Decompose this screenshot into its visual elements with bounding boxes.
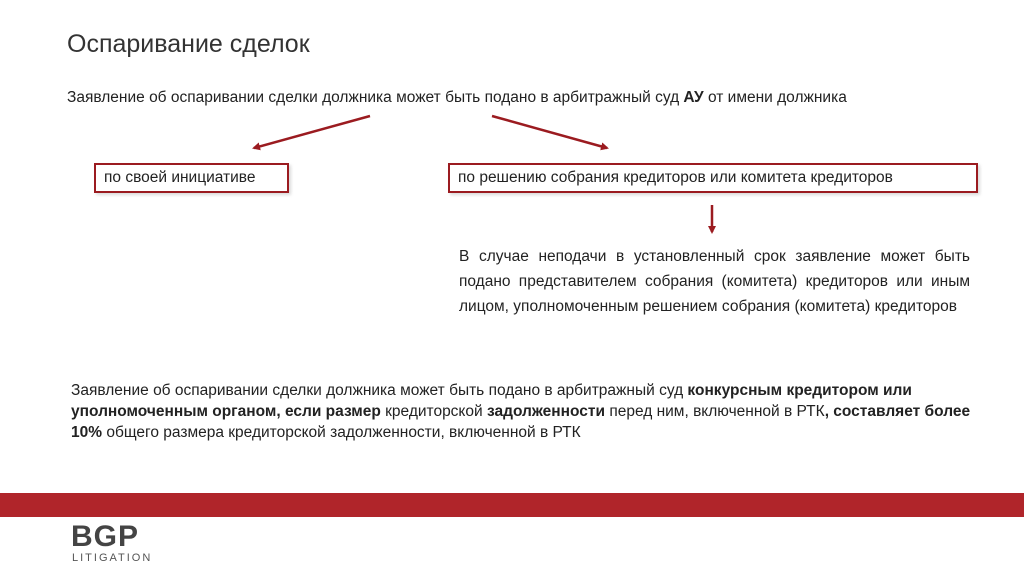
- bottom-part-1: Заявление об оспаривании сделки должника может быть подано в арбитражный суд: [71, 382, 688, 399]
- note-paragraph: В случае неподачи в установленный срок заявление может быть подано представителем собрания (комитета) кредиторов или иным лицом, уполномоченным решением собрания (комитета) кредиторов: [459, 248, 970, 315]
- bgp-logo: [71, 520, 171, 565]
- arrow-right: [492, 116, 607, 148]
- intro-bold-au: АУ: [683, 89, 704, 106]
- bottom-part-3: перед ним, включенной в РТК: [605, 403, 825, 420]
- logo-main-text: BGP: [71, 520, 140, 553]
- bottom-bold-1: конкурсным кредитором или уполномоченным органом, если размер: [71, 382, 912, 420]
- box-creditors-decision: по решению собрания кредиторов или комитета кредиторов: [448, 163, 978, 193]
- bottom-bold-2: задолженности: [486, 403, 606, 420]
- bottom-part-2: кредиторской: [380, 403, 487, 420]
- bottom-bold-3: , составляет более 10%: [71, 403, 971, 441]
- box-own-initiative: по своей инициативе: [94, 163, 289, 193]
- slide-title: Оспаривание сделок: [67, 30, 310, 58]
- logo-sub-text: LITIGATION: [72, 552, 153, 564]
- arrow-left: [254, 116, 370, 148]
- intro-text-before: Заявление об оспаривании сделки должника может быть подано в арбитражный суд: [67, 89, 684, 106]
- intro-text-after: от имени должника: [703, 89, 847, 106]
- bottom-paragraph: [71, 380, 971, 443]
- bottom-part-4: общего размера кредиторской задолженности, включенной в РТК: [102, 424, 581, 441]
- footer-band: [0, 493, 1024, 517]
